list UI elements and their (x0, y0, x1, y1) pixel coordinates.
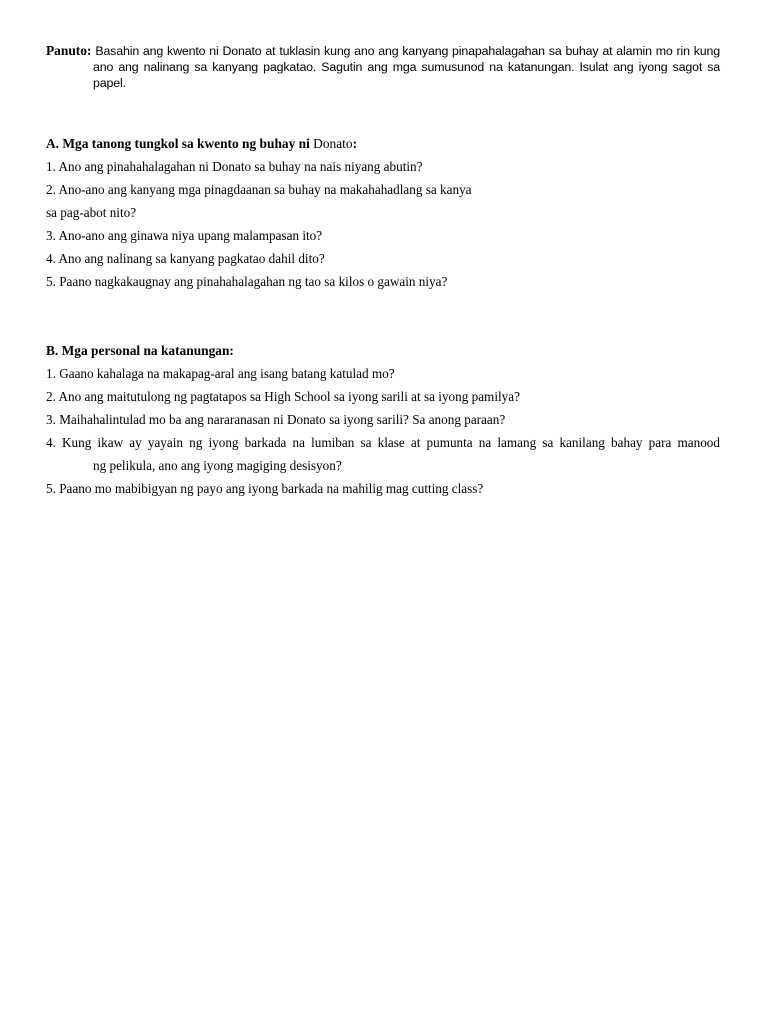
section-a-question-2-continued: sa pag-abot nito? (46, 205, 137, 220)
section-a-heading-name: Donato (313, 136, 353, 151)
section-b-heading: B. Mga personal na katanungan: (46, 343, 234, 358)
section-a-heading-colon: : (352, 136, 358, 151)
instructions-paragraph (46, 43, 720, 91)
section-a (46, 136, 726, 297)
section-a-question-3: 3. Ano-ano ang ginawa niya upang malampasan ito? (46, 228, 323, 243)
instructions-label: Panuto: (46, 43, 92, 58)
section-a-heading (46, 136, 726, 159)
section-b-question-4: 4. Kung ikaw ay yayain ng iyong barkada na lumiban sa klase at pumunta na lamang sa kanilang bahay para manood (46, 435, 720, 450)
section-a-question-1: 1. Ano ang pinahahalagahan ni Donato sa buhay na nais niyang abutin? (46, 159, 423, 174)
section-b-question-4-continued: ng pelikula, ano ang iyong magiging desisyon? (93, 458, 342, 473)
section-b (46, 343, 726, 504)
section-a-question-2: 2. Ano-ano ang kanyang mga pinagdaanan sa buhay na makahahadlang sa kanya (46, 182, 472, 197)
section-b-question-5: 5. Paano mo mabibigyan ng payo ang iyong barkada na mahilig mag cutting class? (46, 481, 484, 496)
section-a-question-5: 5. Paano nagkakaugnay ang pinahahalagahan ng tao sa kilos o gawain niya? (46, 274, 448, 289)
section-a-heading-bold: A. Mga tanong tungkol sa kwento ng buhay ni (46, 136, 310, 151)
section-a-question-4: 4. Ano ang nalinang sa kanyang pagkatao dahil dito? (46, 251, 325, 266)
section-b-question-3: 3. Maihahalintulad mo ba ang nararanasan ni Donato sa iyong sarili? Sa anong paraan? (46, 412, 506, 427)
instructions-text: Basahin ang kwento ni Donato at tuklasin kung ano ang kanyang pinapahalagahan sa buhay at alamin mo rin kung ano ang nalinang sa kanyang pagkatao. Sagutin ang mga sumusunod na katanungan. Isulat ang iyong sagot sa papel. (93, 44, 720, 90)
section-b-question-1: 1. Gaano kahalaga na makapag-aral ang isang batang katulad mo? (46, 366, 395, 381)
section-b-question-2: 2. Ano ang maitutulong ng pagtatapos sa High School sa iyong sarili at sa iyong pamilya? (46, 389, 520, 404)
